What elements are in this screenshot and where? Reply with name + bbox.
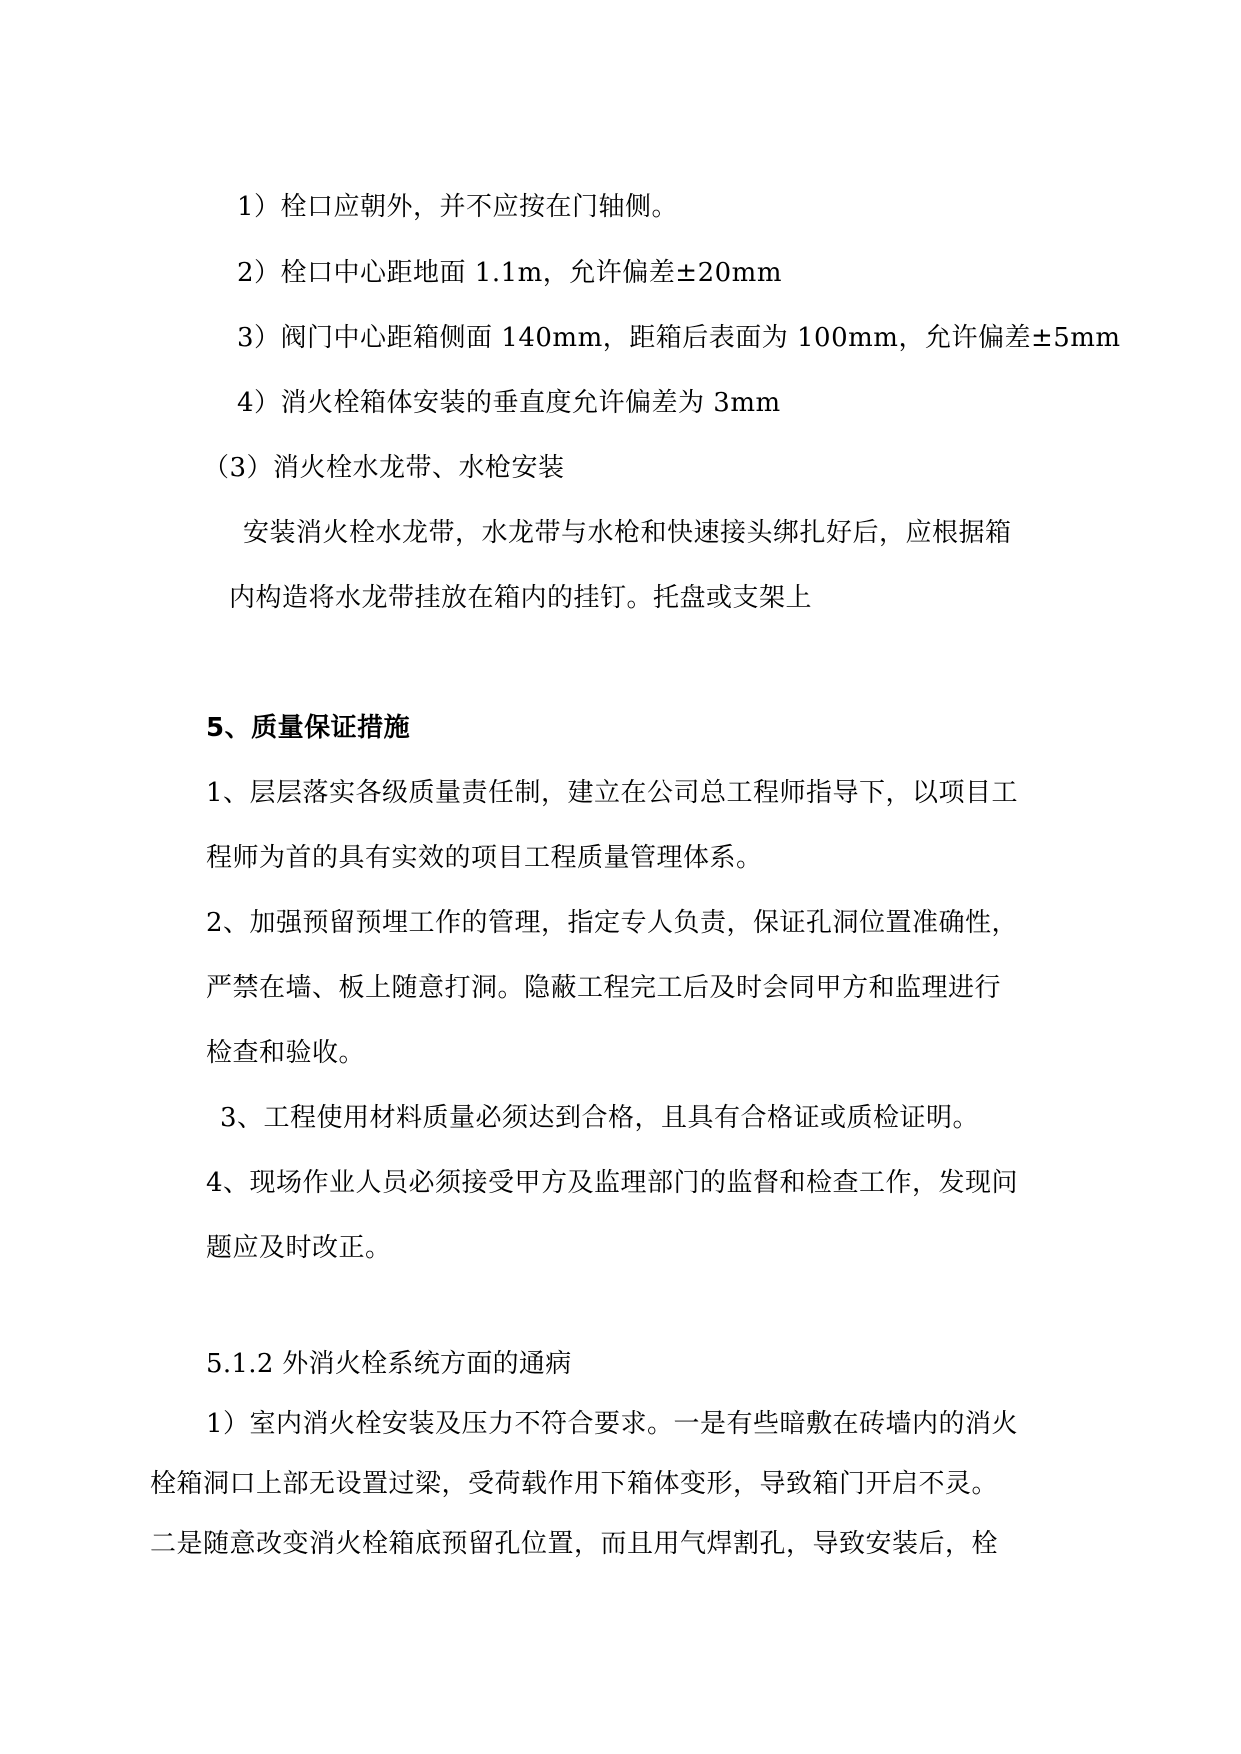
quality-item-1-line-1: 1、层层落实各级质量责任制，建立在公司总工程师指导下，以项目工 xyxy=(206,778,1019,808)
quality-item-2-line-1: 2、加强预留预埋工作的管理，指定专人负责，保证孔洞位置准确性， xyxy=(206,908,1019,938)
hydrant-section-title: 5.1.2 外消火栓系统方面的通病 xyxy=(206,1349,572,1379)
install-item-3: 3）阀门中心距箱侧面 140mm，距箱后表面为 100mm，允许偏差±5mm xyxy=(237,323,1121,353)
quality-item-4-line-2: 题应及时改正。 xyxy=(206,1233,392,1263)
hydrant-paragraph-line-2: 栓箱洞口上部无设置过梁，受荷载作用下箱体变形，导致箱门开启不灵。 xyxy=(150,1469,999,1499)
quality-item-2-line-2: 严禁在墙、板上随意打洞。隐蔽工程完工后及时会同甲方和监理进行 xyxy=(206,973,1002,1003)
hose-paragraph-line-1: 安装消火栓水龙带，水龙带与水枪和快速接头绑扎好后，应根据箱 xyxy=(243,518,1012,548)
quality-item-2-line-3: 检查和验收。 xyxy=(206,1038,366,1068)
hose-paragraph-line-2: 内构造将水龙带挂放在箱内的挂钉。托盘或支架上 xyxy=(229,583,813,613)
quality-item-3-line-1: 3、工程使用材料质量必须达到合格，且具有合格证或质检证明。 xyxy=(220,1103,980,1133)
quality-section-title: 5、质量保证措施 xyxy=(206,713,411,743)
quality-item-4-line-1: 4、现场作业人员必须接受甲方及监理部门的监督和检查工作，发现问 xyxy=(206,1168,1019,1198)
install-item-4: 4）消火栓箱体安装的垂直度允许偏差为 3mm xyxy=(237,388,781,418)
hose-section-title: （3）消火栓水龙带、水枪安装 xyxy=(203,453,565,483)
install-item-2: 2）栓口中心距地面 1.1m，允许偏差±20mm xyxy=(237,258,782,288)
hydrant-paragraph-line-1: 1）室内消火栓安装及压力不符合要求。一是有些暗敷在砖墙内的消火 xyxy=(206,1409,1019,1439)
quality-item-1-line-2: 程师为首的具有实效的项目工程质量管理体系。 xyxy=(206,843,763,873)
hydrant-paragraph-line-3: 二是随意改变消火栓箱底预留孔位置，而且用气焊割孔，导致安装后，栓 xyxy=(150,1529,999,1559)
install-item-1: 1）栓口应朝外，并不应按在门轴侧。 xyxy=(237,192,679,222)
